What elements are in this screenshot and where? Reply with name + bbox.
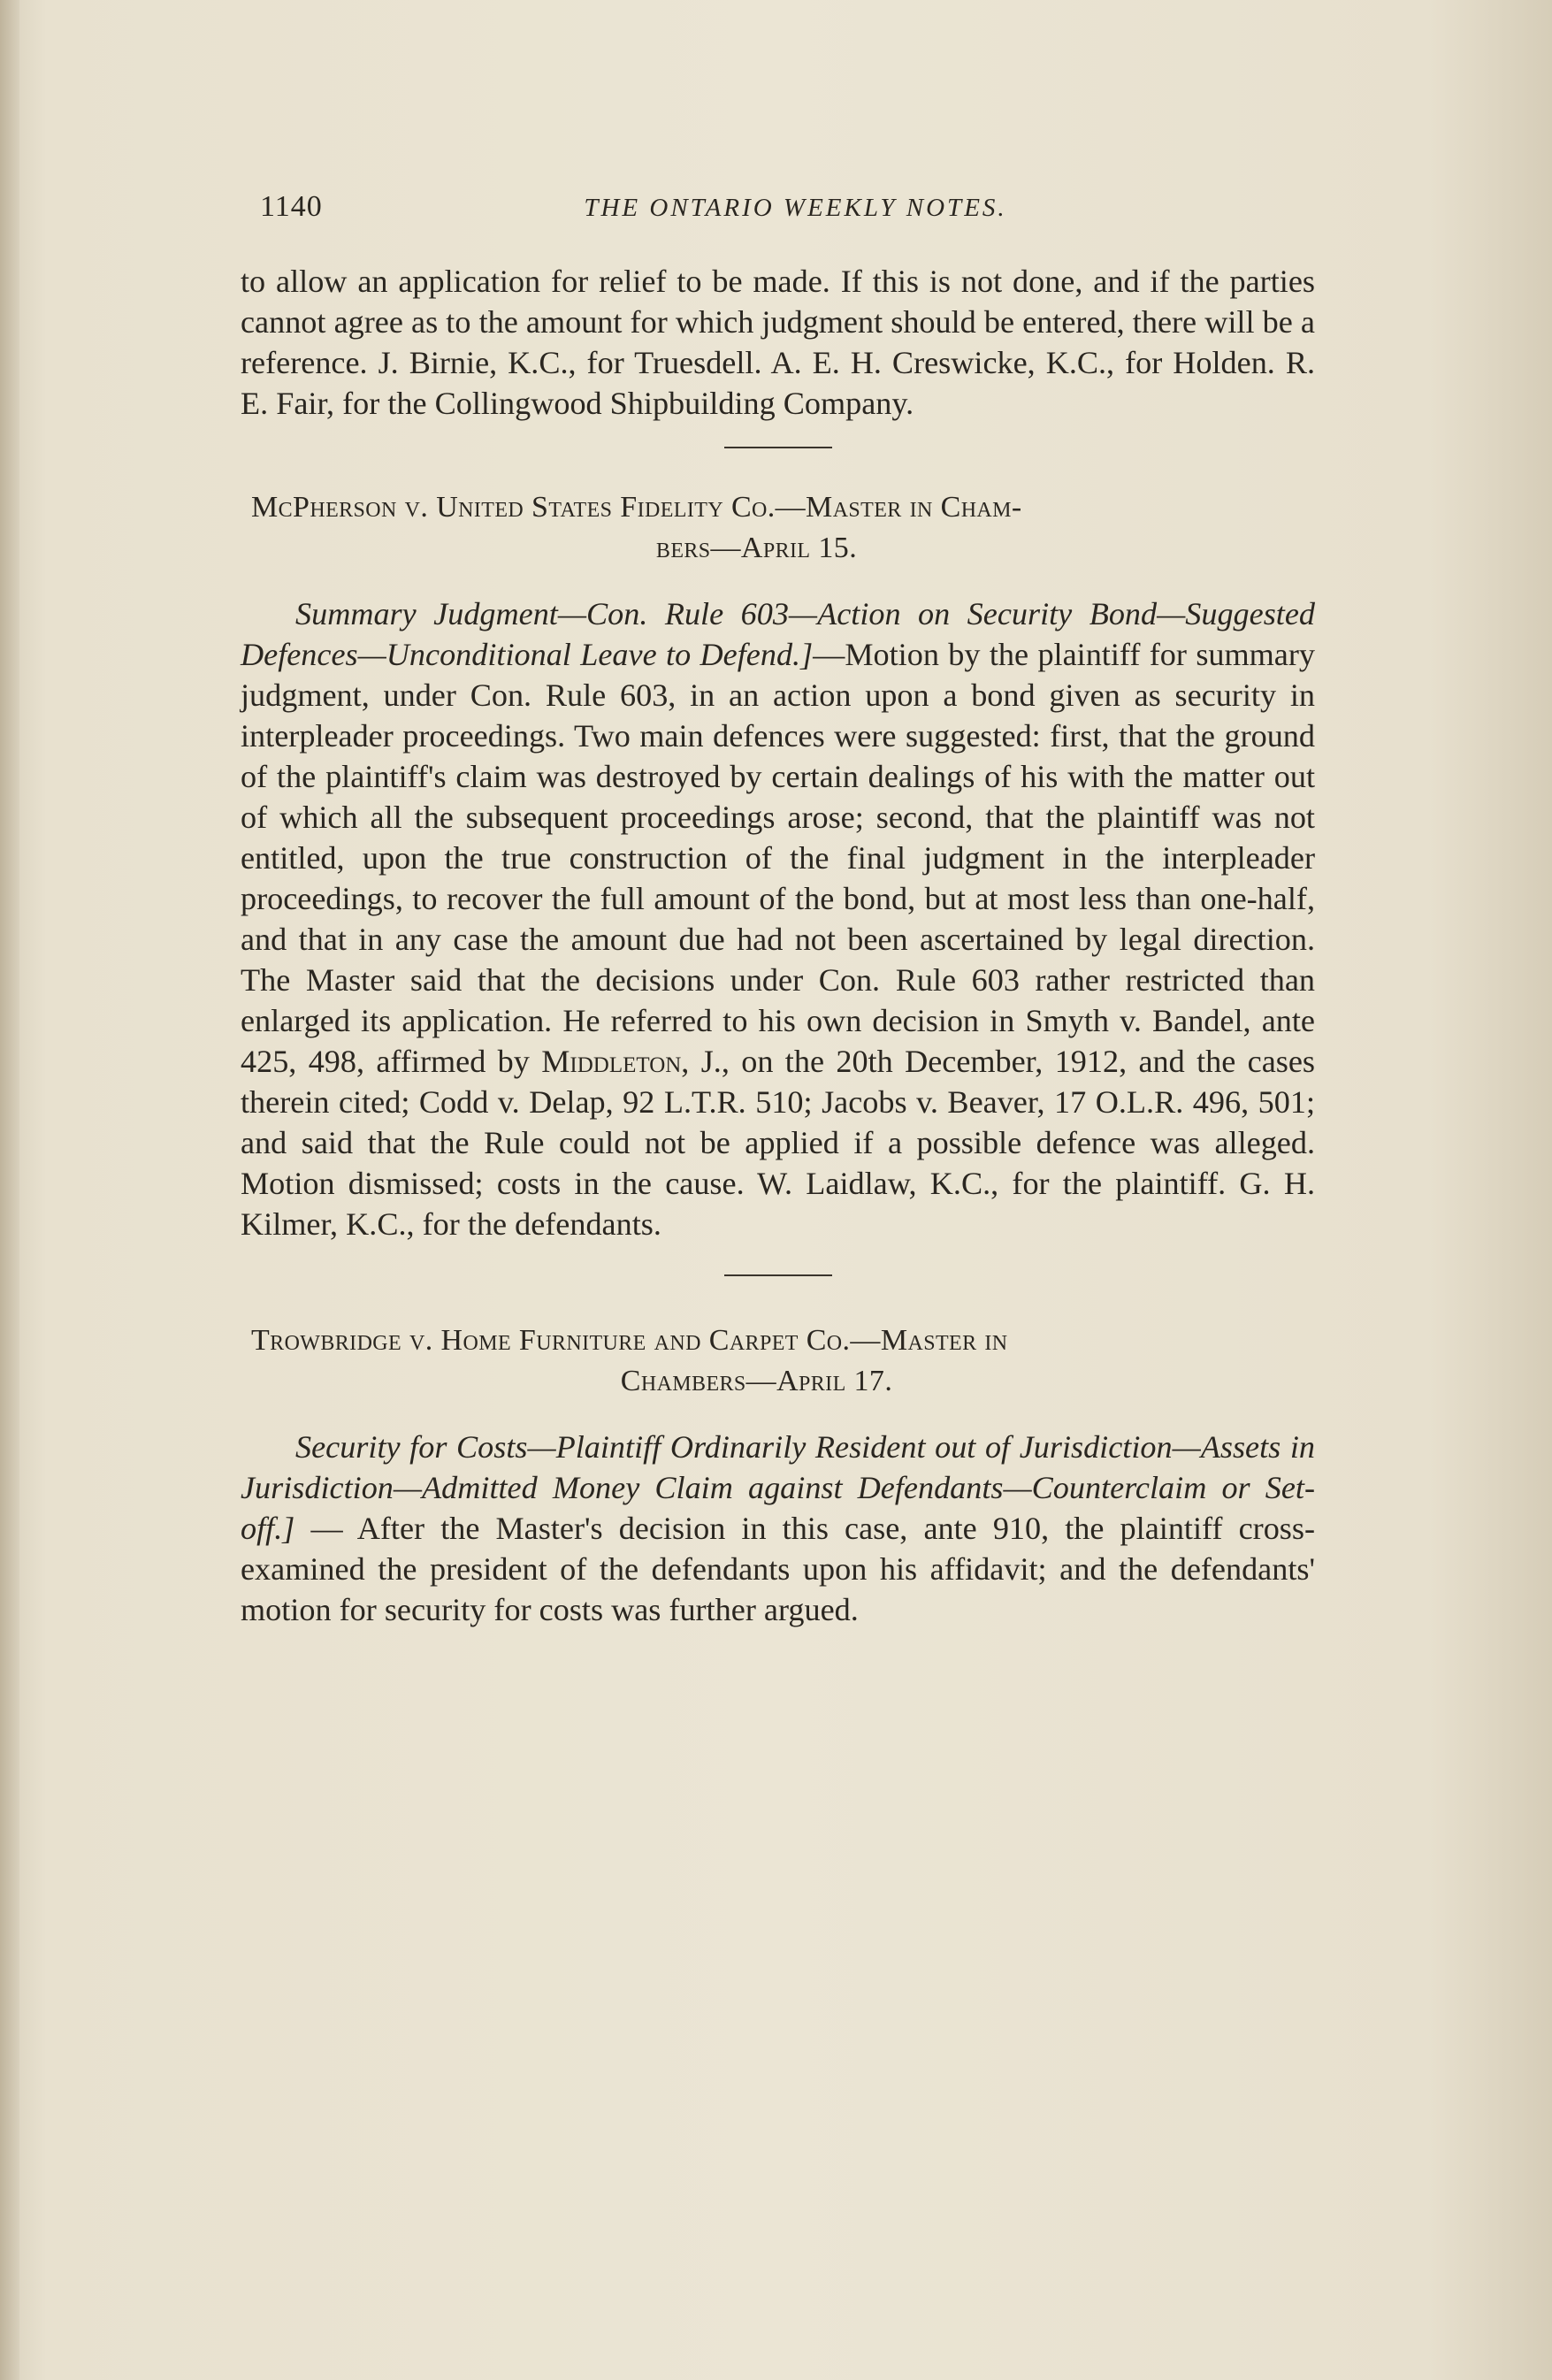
case-text: — After the Master's decision in this case, ante 910, the plaintiff cross-examined the president of the defendants upon his affidavit; and the defendants' motion for security for costs was further argued. bbox=[241, 1511, 1315, 1627]
case-text-part-2: , on the 20th December, 1912, and the cases therein cited; Codd v. Delap, 92 L.T.R. 510; Jacobs v. Beaver, 17 O.L.R. 496, 501; and said that the Rule could not be applied if a possible defence was alleged. Motion dismissed; costs in the cause. W. Laidlaw, K.C., for the plaintiff. G. H. Kilmer, K.C., for the defendants. bbox=[241, 1044, 1316, 1242]
journal-title: THE ONTARIO WEEKLY NOTES. bbox=[584, 194, 1007, 222]
headnote: Security for Costs—Plaintiff Ordinarily Resident out of Jurisdiction—Assets in Jurisdiction—Admitted Money Claim against Defendants—Counterclaim or Set-off.] bbox=[241, 1429, 1315, 1546]
section-divider bbox=[724, 1274, 832, 1276]
case-body bbox=[241, 593, 1315, 1244]
case-heading-line-1: McPherson v. United States Fidelity Co.—Master in Cham- bbox=[251, 491, 1022, 524]
case-heading-line-2: Chambers—April 17. bbox=[620, 1365, 893, 1397]
text-column bbox=[241, 190, 1315, 1630]
case-text-part-1: —Motion by the plaintiff for summary judgment, under Con. Rule 603, in an action upon a bond given as security in interpleader proceedings. Two main defences were suggested: first, that the ground of the plaintiff's claim was destroyed by certain dealings of his with the matter out of which all the subsequent proceedings arose; second, that the plaintiff was not entitled, upon the true construction of the final judgment in the interpleader proceedings, to recover the full amount of the bond, but at most less than one-half, and that in any case the amount due had not been ascertained by legal direction. The Master said that the decisions under Con. Rule 603 rather restricted than enlarged its application. He referred to his own decision in Smyth v. Bandel, ante 425, 498, affirmed by bbox=[241, 637, 1315, 1079]
case-body bbox=[241, 1427, 1315, 1630]
binding-shadow bbox=[0, 0, 19, 2380]
headnote: Summary Judgment—Con. Rule 603—Action on Security Bond—Suggested Defences—Unconditional Leave to Defend.] bbox=[241, 596, 1315, 672]
case-heading-line-2: bers—April 15. bbox=[655, 532, 858, 564]
case-heading-line-1: Trowbridge v. Home Furniture and Carpet Co.—Master in bbox=[251, 1324, 1008, 1357]
judge-name: Middleton, J. bbox=[541, 1044, 722, 1079]
section-divider bbox=[724, 447, 832, 448]
continuation-paragraph: to allow an application for relief to be made. If this is not done, and if the parties cannot agree as to the amount for which judgment should be entered, there will be a reference. J. Birnie, K.C., for Truesdell. A. E. H. Creswicke, K.C., for Holden. R. E. Fair, for the Collingwood Shipbuilding Company. bbox=[241, 264, 1315, 421]
page-number: 1140 bbox=[260, 190, 323, 223]
running-head bbox=[241, 190, 1315, 234]
case-heading bbox=[241, 1320, 1315, 1402]
case-heading bbox=[241, 487, 1315, 569]
